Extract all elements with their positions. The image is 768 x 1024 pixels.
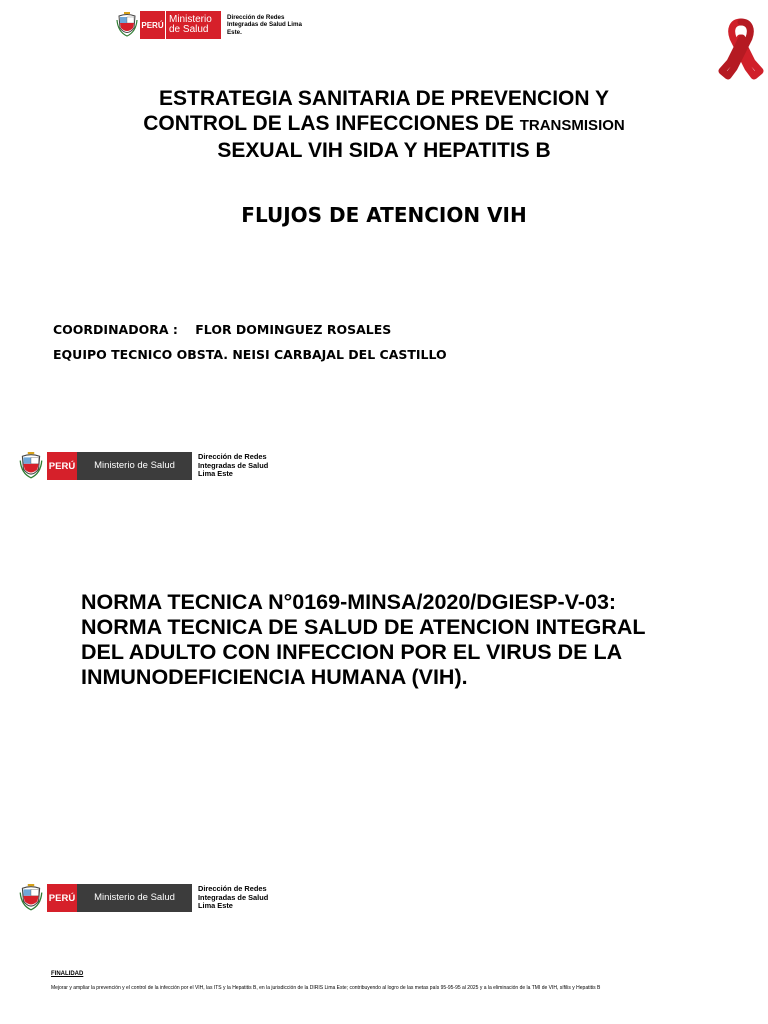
norma-tecnica-title — [81, 590, 721, 690]
title-line-1: ESTRATEGIA SANITARIA DE PREVENCION Y — [159, 87, 609, 110]
ministry-line-1: Ministerio — [169, 13, 212, 25]
direction-line-1: Dirección de Redes — [198, 452, 267, 462]
coordinator-line: COORDINADORA : FLOR DOMINGUEZ ROSALES — [53, 322, 392, 337]
direction-line-1: Dirección de Redes — [227, 14, 285, 22]
norma-line-1: NORMA TECNICA N°0169-MINSA/2020/DGIESP-V-03: — [81, 590, 617, 614]
title-line-3: SEXUAL VIH SIDA Y HEPATITIS B — [217, 139, 551, 162]
direction-line-3: Lima Este — [198, 901, 233, 911]
norma-line-3: DEL ADULTO CON INFECCION POR EL VIRUS DE LA — [81, 640, 623, 664]
ministry-label — [165, 11, 221, 39]
header-logo — [116, 11, 311, 39]
title-line-2 — [84, 111, 684, 138]
title-line-2-small: TRANSMISION — [519, 117, 625, 134]
peru-label: PERÚ — [47, 452, 77, 480]
peru-label: PERÚ — [140, 11, 165, 39]
peru-label: PERÚ — [47, 884, 77, 912]
norma-line-4: INMUNODEFICIENCIA HUMANA (VIH). — [81, 665, 468, 689]
peru-coat-of-arms-icon — [116, 12, 138, 38]
ministry-label: Ministerio de Salud — [77, 452, 192, 480]
direction-line-2: Integradas de Salud — [198, 460, 269, 470]
ministry-label: Ministerio de Salud — [77, 884, 192, 912]
direction-line-2: Integradas de Salud — [198, 892, 269, 902]
direction-line-2: Integradas de Salud Lima — [227, 21, 302, 29]
ministry-logo-middle — [18, 452, 278, 480]
direction-line-3: Este. — [227, 28, 242, 36]
direction-line-3: Lima Este — [198, 469, 233, 479]
finalidad-label: FINALIDAD — [51, 971, 84, 977]
norma-line-2: NORMA TECNICA DE SALUD DE ATENCION INTEGRAL — [81, 615, 646, 639]
page-title — [84, 86, 684, 163]
ministry-logo-bottom — [18, 884, 278, 912]
peru-coat-of-arms-icon — [18, 884, 44, 912]
peru-coat-of-arms-icon — [18, 452, 44, 480]
direction-label — [227, 14, 311, 35]
finalidad-text: Mejorar y ampliar la prevención y el control de la infección por el VIH, las ITS y la Hepatitis B, en la jurisdicción de la DIRIS Lima Este; contribuyendo al logro de las metas país 95-95-95 al 2025 y a la eliminación de la TMI de VIH, sífilis y Hepatitis B — [51, 985, 601, 991]
subtitle: FLUJOS DE ATENCION VIH — [241, 203, 527, 227]
direction-label — [198, 453, 278, 479]
direction-label — [198, 885, 278, 911]
title-line-2-main: CONTROL DE LAS INFECCIONES DE — [143, 112, 520, 135]
ministry-line-2: de Salud — [169, 24, 209, 35]
technical-team-line: EQUIPO TECNICO OBSTA. NEISI CARBAJAL DEL CASTILLO — [53, 347, 447, 362]
direction-line-1: Dirección de Redes — [198, 884, 267, 894]
red-awareness-ribbon-icon — [718, 18, 764, 80]
